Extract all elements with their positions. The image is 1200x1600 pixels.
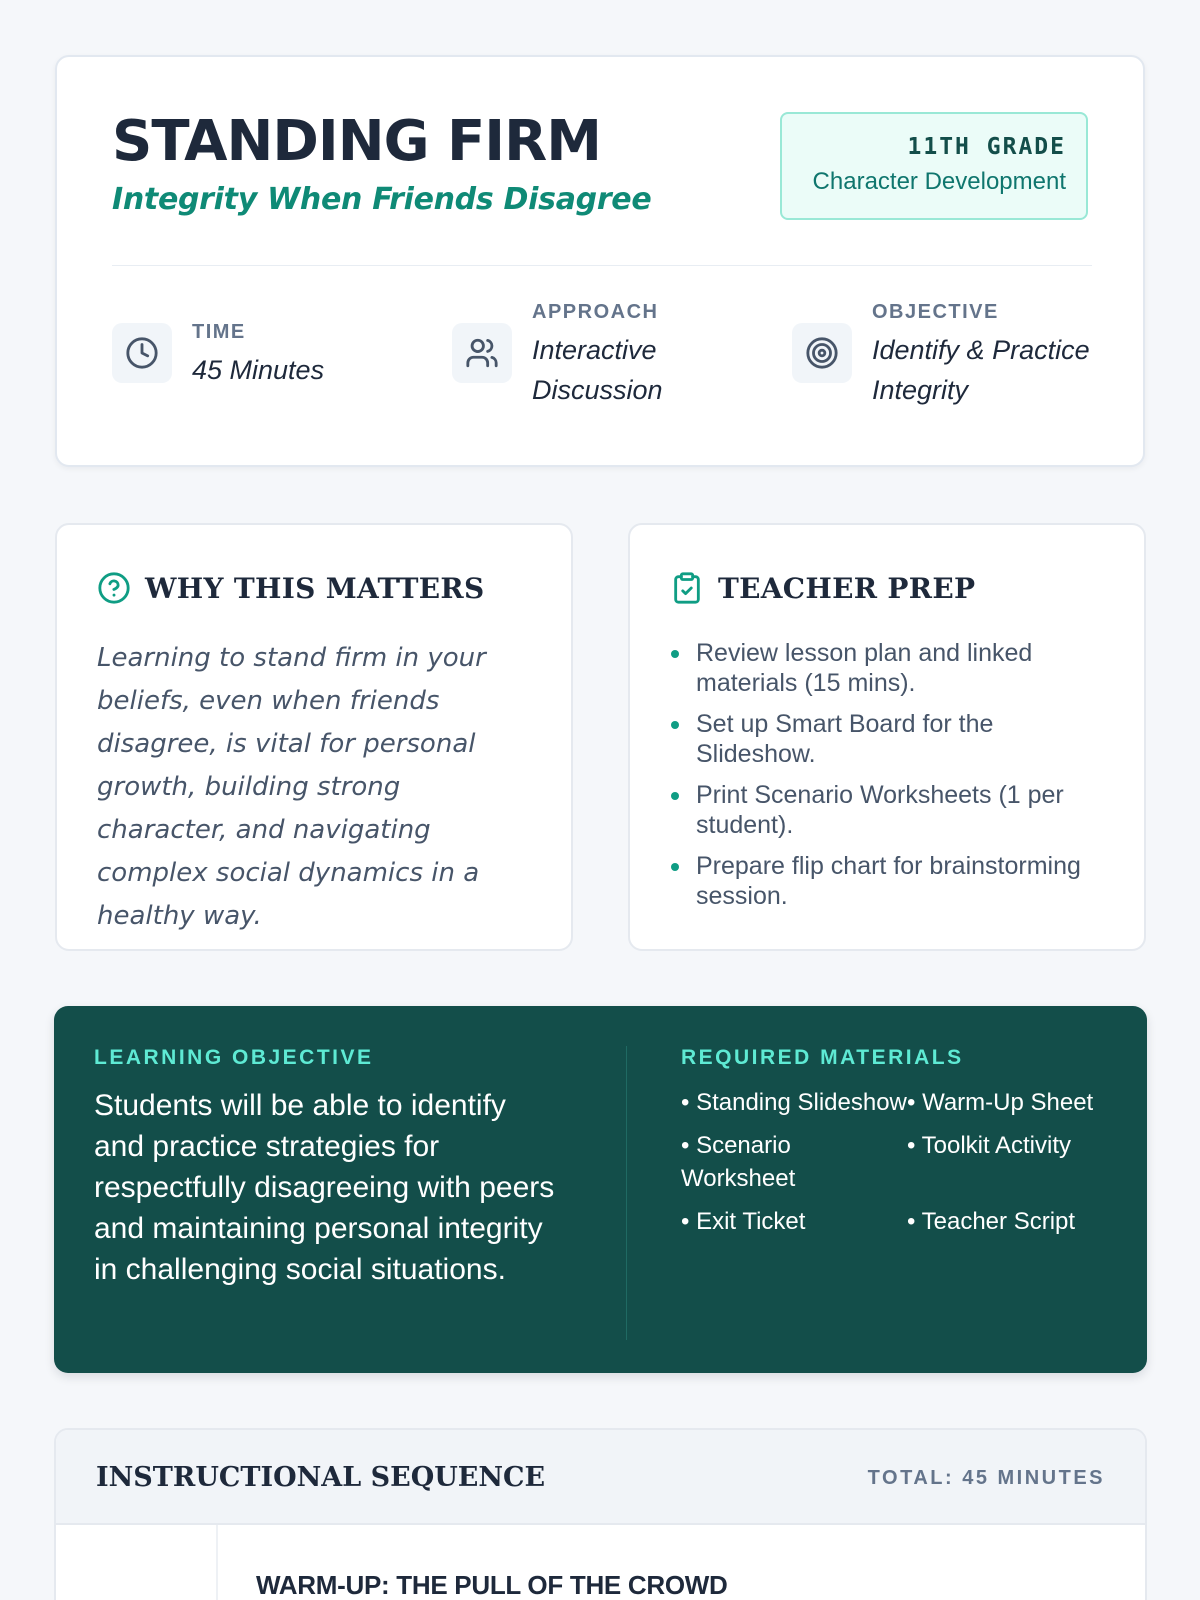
target-icon	[792, 323, 852, 383]
meta-objective-label: OBJECTIVE	[872, 301, 999, 323]
users-icon	[452, 323, 512, 383]
banner-divider	[626, 1046, 627, 1340]
sequence-total: TOTAL: 45 MINUTES	[867, 1467, 1105, 1489]
meta-objective-value: Identify & Practice Integrity	[872, 335, 1090, 405]
material-item: • Standing Slideshow	[681, 1089, 907, 1116]
material-item: • Teacher Script	[907, 1208, 1076, 1235]
prep-item: Set up Smart Board for the Slideshow.	[670, 709, 1110, 769]
material-item: • Exit Ticket	[681, 1208, 806, 1235]
prep-list	[670, 638, 1110, 922]
why-heading	[97, 571, 485, 605]
meta-approach	[452, 301, 772, 405]
material-item: • Toolkit Activity	[907, 1132, 1072, 1159]
instructional-sequence-card	[54, 1428, 1147, 1600]
teacher-prep-card	[628, 523, 1146, 951]
learning-objective-text: Students will be able to identify and practice strategies for respectfully disagreeing with peers and maintaining personal integrity in challenging social situations.	[94, 1089, 555, 1286]
required-materials-label: REQUIRED MATERIALS	[681, 1046, 964, 1069]
header-divider	[112, 265, 1092, 266]
sequence-title: INSTRUCTIONAL SEQUENCE	[96, 1462, 546, 1493]
meta-objective	[792, 301, 1112, 405]
prep-heading	[670, 571, 975, 605]
clipboard-check-icon	[670, 571, 704, 605]
material-item: • Scenario Worksheet	[681, 1132, 796, 1192]
why-this-matters-card	[55, 523, 573, 951]
prep-item: Print Scenario Worksheets (1 per student).	[670, 780, 1110, 840]
sequence-header	[56, 1430, 1145, 1525]
clock-icon	[112, 323, 172, 383]
meta-approach-label: APPROACH	[532, 301, 659, 323]
meta-time-value: 45 Minutes	[192, 355, 325, 385]
prep-heading-text: TEACHER PREP	[718, 571, 976, 605]
why-heading-text: WHY THIS MATTERS	[145, 571, 485, 605]
grade-subject: Character Development	[812, 168, 1066, 195]
help-circle-icon	[97, 571, 131, 605]
meta-approach-value: Interactive Discussion	[532, 335, 663, 405]
meta-time-label: TIME	[192, 321, 246, 343]
prep-item: Review lesson plan and linked materials (15 mins).	[670, 638, 1110, 698]
objective-banner	[54, 1006, 1147, 1373]
why-text: Learning to stand firm in your beliefs, even when friends disagree, is vital for personal growth, building strong character, and navigating complex social dynamics in a healthy way.	[97, 643, 486, 931]
grade-level: 11TH GRADE	[907, 134, 1066, 160]
prep-item: Prepare flip chart for brainstorming session.	[670, 851, 1110, 911]
material-item: • Warm-Up Sheet	[907, 1089, 1094, 1116]
lesson-title: STANDING FIRM	[112, 109, 601, 174]
materials-list	[681, 1086, 1121, 1238]
sequence-column-divider	[216, 1525, 218, 1600]
lesson-header-card	[55, 55, 1145, 467]
sequence-step-title: WARM-UP: THE PULL OF THE CROWD	[256, 1570, 728, 1600]
learning-objective-label: LEARNING OBJECTIVE	[94, 1046, 374, 1069]
lesson-subtitle: Integrity When Friends Disagree	[112, 182, 652, 217]
grade-badge	[780, 112, 1088, 220]
meta-time	[112, 323, 432, 383]
